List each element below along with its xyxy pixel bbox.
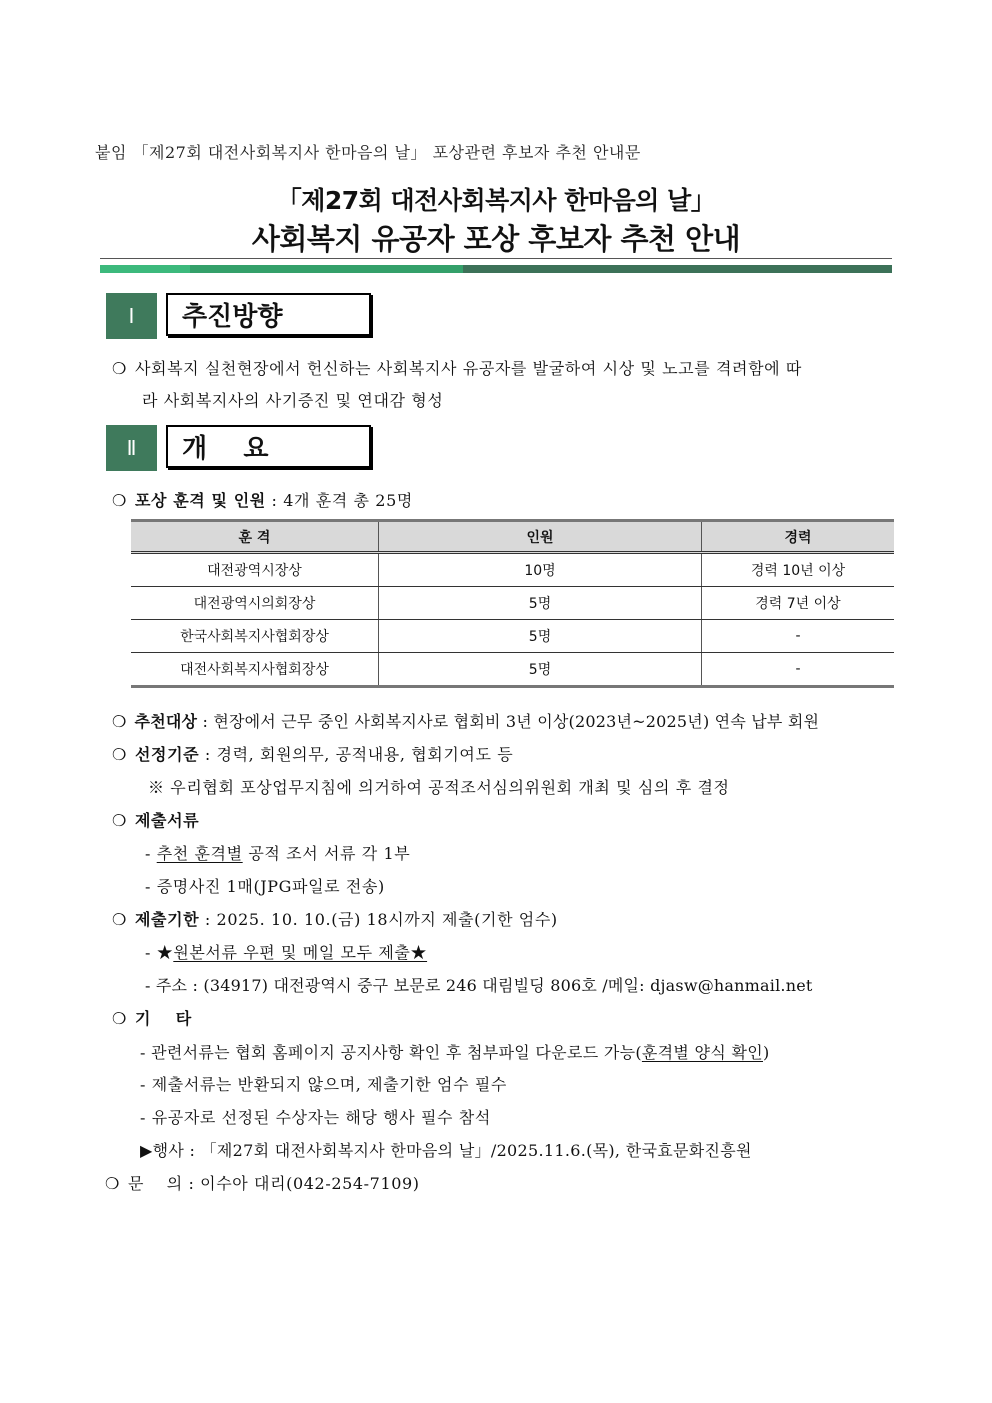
- deadline-item-2-address: - 주소 : (34917) 대전광역시 중구 보문로 246 대림빌딩 806호 /메일: djasw@hanmail.net: [145, 976, 813, 995]
- title-bar-segment-light: [100, 265, 190, 273]
- etc-item-3: - 유공자로 선정된 수상자는 해당 행사 필수 참석: [140, 1108, 491, 1127]
- award-count: 10명: [379, 553, 702, 587]
- circle-bullet-icon: ❍: [105, 1174, 120, 1193]
- award-career: -: [702, 653, 895, 687]
- docs-item-1: - 추천 훈격별 공적 조서 서류 각 1부: [145, 844, 411, 863]
- header-count: 인원: [379, 521, 702, 553]
- circle-bullet-icon: ❍: [112, 811, 127, 830]
- award-name: 대전사회복지사협회장상: [131, 653, 379, 687]
- document-title-line2: 사회복지 유공자 포상 후보자 추천 안내: [251, 222, 741, 256]
- table-row: [131, 620, 894, 653]
- award-career: 경력 10년 이상: [702, 553, 895, 587]
- header-career: 경력: [702, 521, 895, 553]
- circle-bullet-icon: ❍: [112, 491, 127, 510]
- section-2-title: 개 요: [166, 425, 371, 468]
- etc-item-1: - 관련서류는 협회 홈페이지 공지사항 확인 후 첨부파일 다운로드 가능(훈격별 양식 확인): [140, 1043, 770, 1062]
- document-title-line1: 「제27회 대전사회복지사 한마음의 날」: [276, 186, 716, 215]
- section-1-title: 추진방향: [166, 293, 371, 336]
- deadline-item-1: - ★원본서류 우편 및 메일 모두 제출★: [145, 943, 428, 962]
- award-career: 경력 7년 이상: [702, 587, 895, 620]
- section-1-badge: Ⅰ: [106, 293, 157, 339]
- table-header-row: [131, 521, 894, 553]
- award-count: 5명: [379, 587, 702, 620]
- award-count: 5명: [379, 653, 702, 687]
- attachment-line: 붙임 「제27회 대전사회복지사 한마음의 날」 포상관련 후보자 추천 안내문: [95, 143, 641, 162]
- award-career: -: [702, 620, 895, 653]
- criteria-note: ※ 우리협회 포상업무지침에 의거하여 공적조서심의위원회 개최 및 심의 후 결정: [148, 778, 730, 797]
- event-info: ▶행사 : 「제27회 대전사회복지사 한마음의 날」/2025.11.6.(목), 한국효문화진흥원: [140, 1141, 752, 1160]
- selection-criteria: ❍ 선정기준 : 경력, 회원의무, 공적내용, 협회기여도 등: [112, 745, 514, 764]
- table-row: [131, 653, 894, 687]
- table-row: [131, 553, 894, 587]
- section-1-paragraph: ❍ 사회복지 실천현장에서 헌신하는 사회복지사 유공자를 발굴하여 시상 및 노고를 격려함에 따: [112, 359, 802, 378]
- submission-deadline: ❍ 제출기한 : 2025. 10. 10.(금) 18시까지 제출(기한 엄수): [112, 910, 558, 929]
- inquiry: ❍ 문 의 : 이수아 대리(042-254-7109): [105, 1174, 420, 1193]
- table-row: [131, 587, 894, 620]
- section-1-paragraph-cont: 라 사회복지사의 사기증진 및 연대감 형성: [142, 391, 444, 410]
- recommend-target: ❍ 추천대상 : 현장에서 근무 중인 사회복지사로 협회비 3년 이상(2023년~2025년) 연속 납부 회원: [112, 712, 820, 731]
- circle-bullet-icon: ❍: [112, 359, 127, 378]
- awards-table: [131, 519, 894, 688]
- title-divider: [100, 258, 892, 259]
- award-name: 대전광역시장상: [131, 553, 379, 587]
- etc-heading: ❍ 기 타: [112, 1009, 192, 1028]
- circle-bullet-icon: ❍: [112, 745, 127, 764]
- award-count: 5명: [379, 620, 702, 653]
- docs-item-2: - 증명사진 1매(JPG파일로 전송): [145, 877, 385, 896]
- header-award: 훈 격: [131, 521, 379, 553]
- submission-docs: ❍ 제출서류: [112, 811, 200, 830]
- title-bar-segment-mid: [190, 265, 463, 273]
- section-2-badge: Ⅱ: [106, 425, 157, 471]
- etc-item-2: - 제출서류는 반환되지 않으며, 제출기한 엄수 필수: [140, 1075, 507, 1094]
- award-name: 한국사회복지사협회장상: [131, 620, 379, 653]
- circle-bullet-icon: ❍: [112, 910, 127, 929]
- award-name: 대전광역시의회장상: [131, 587, 379, 620]
- circle-bullet-icon: ❍: [112, 712, 127, 731]
- awards-summary: ❍ 포상 훈격 및 인원 : 4개 훈격 총 25명: [112, 491, 413, 510]
- circle-bullet-icon: ❍: [112, 1009, 127, 1028]
- title-bar-segment-dark: [463, 265, 892, 273]
- star-icon: ★: [156, 943, 174, 962]
